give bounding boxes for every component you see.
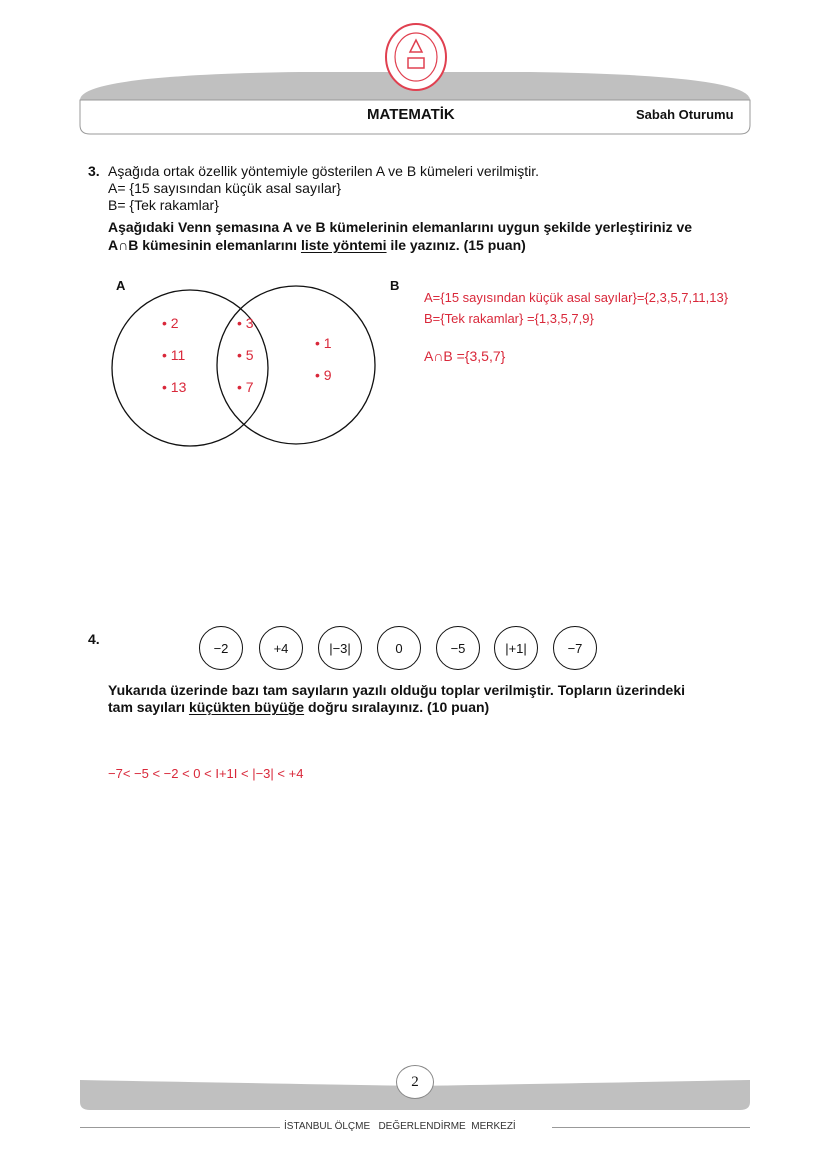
q3-instruction-1: Aşağıdaki Venn şemasına A ve B kümelerinin elemanlarını uygun şekilde yerleştiriniz ve: [108, 219, 693, 235]
ball: +4: [259, 626, 303, 670]
ball: |+1|: [494, 626, 538, 670]
circle-a: [112, 290, 268, 446]
subject-title: MATEMATİK: [367, 106, 455, 123]
q3-answer-b: B={Tek rakamlar} ={1,3,5,7,9}: [424, 311, 594, 326]
ball: −7: [553, 626, 597, 670]
venn-element: • 11: [162, 347, 186, 363]
q4-text-1: Yukarıda üzerinde bazı tam sayıların yazılı olduğu toplar verilmiştir. Topların üzerindeki: [108, 682, 686, 698]
venn-element: • 13: [162, 379, 187, 395]
venn-element: • 9: [315, 367, 332, 383]
footer-org: İSTANBUL ÖLÇME DEĞERLENDİRME MERKEZİ: [284, 1121, 516, 1132]
q4-text-2: tam sayıları küçükten büyüğe doğru sıralayınız. (10 puan): [108, 699, 490, 715]
footer-rule-right: [552, 1127, 750, 1128]
ball: |−3|: [318, 626, 362, 670]
venn-element: • 1: [315, 335, 332, 351]
ball: −5: [436, 626, 480, 670]
q3-number: 3.: [88, 163, 100, 179]
q4-answer: −7< −5 < −2 < 0 < I+1I < |−3| < +4: [108, 766, 304, 781]
q3-intro: Aşağıda ortak özellik yöntemiyle gösterilen A ve B kümeleri verilmiştir.: [108, 163, 540, 179]
venn-label-a: A: [116, 278, 126, 293]
venn-element: • 5: [237, 347, 254, 363]
q3-instruction-2: A∩B kümesinin elemanlarını liste yöntemi ile yazınız. (15 puan): [108, 237, 526, 253]
q3-answer-a: A={15 sayısından küçük asal sayılar}={2,3,5,7,11,13}: [424, 290, 729, 305]
venn-element: • 3: [237, 315, 254, 331]
q4-number: 4.: [88, 631, 100, 647]
footer-rule-left: [80, 1127, 280, 1128]
ball: −2: [199, 626, 243, 670]
venn-element: • 2: [162, 315, 179, 331]
q3-answer-intersection: A∩B ={3,5,7}: [424, 348, 506, 364]
ball: 0: [377, 626, 421, 670]
venn-label-b: B: [390, 278, 400, 293]
page-number: 2: [396, 1065, 434, 1099]
venn-diagram: [0, 0, 828, 480]
venn-element: • 7: [237, 379, 254, 395]
circle-b: [217, 286, 375, 444]
q3-set-b: B= {Tek rakamlar}: [108, 197, 219, 213]
q3-set-a: A= {15 sayısından küçük asal sayılar}: [108, 180, 342, 196]
session-label: Sabah Oturumu: [636, 107, 734, 122]
